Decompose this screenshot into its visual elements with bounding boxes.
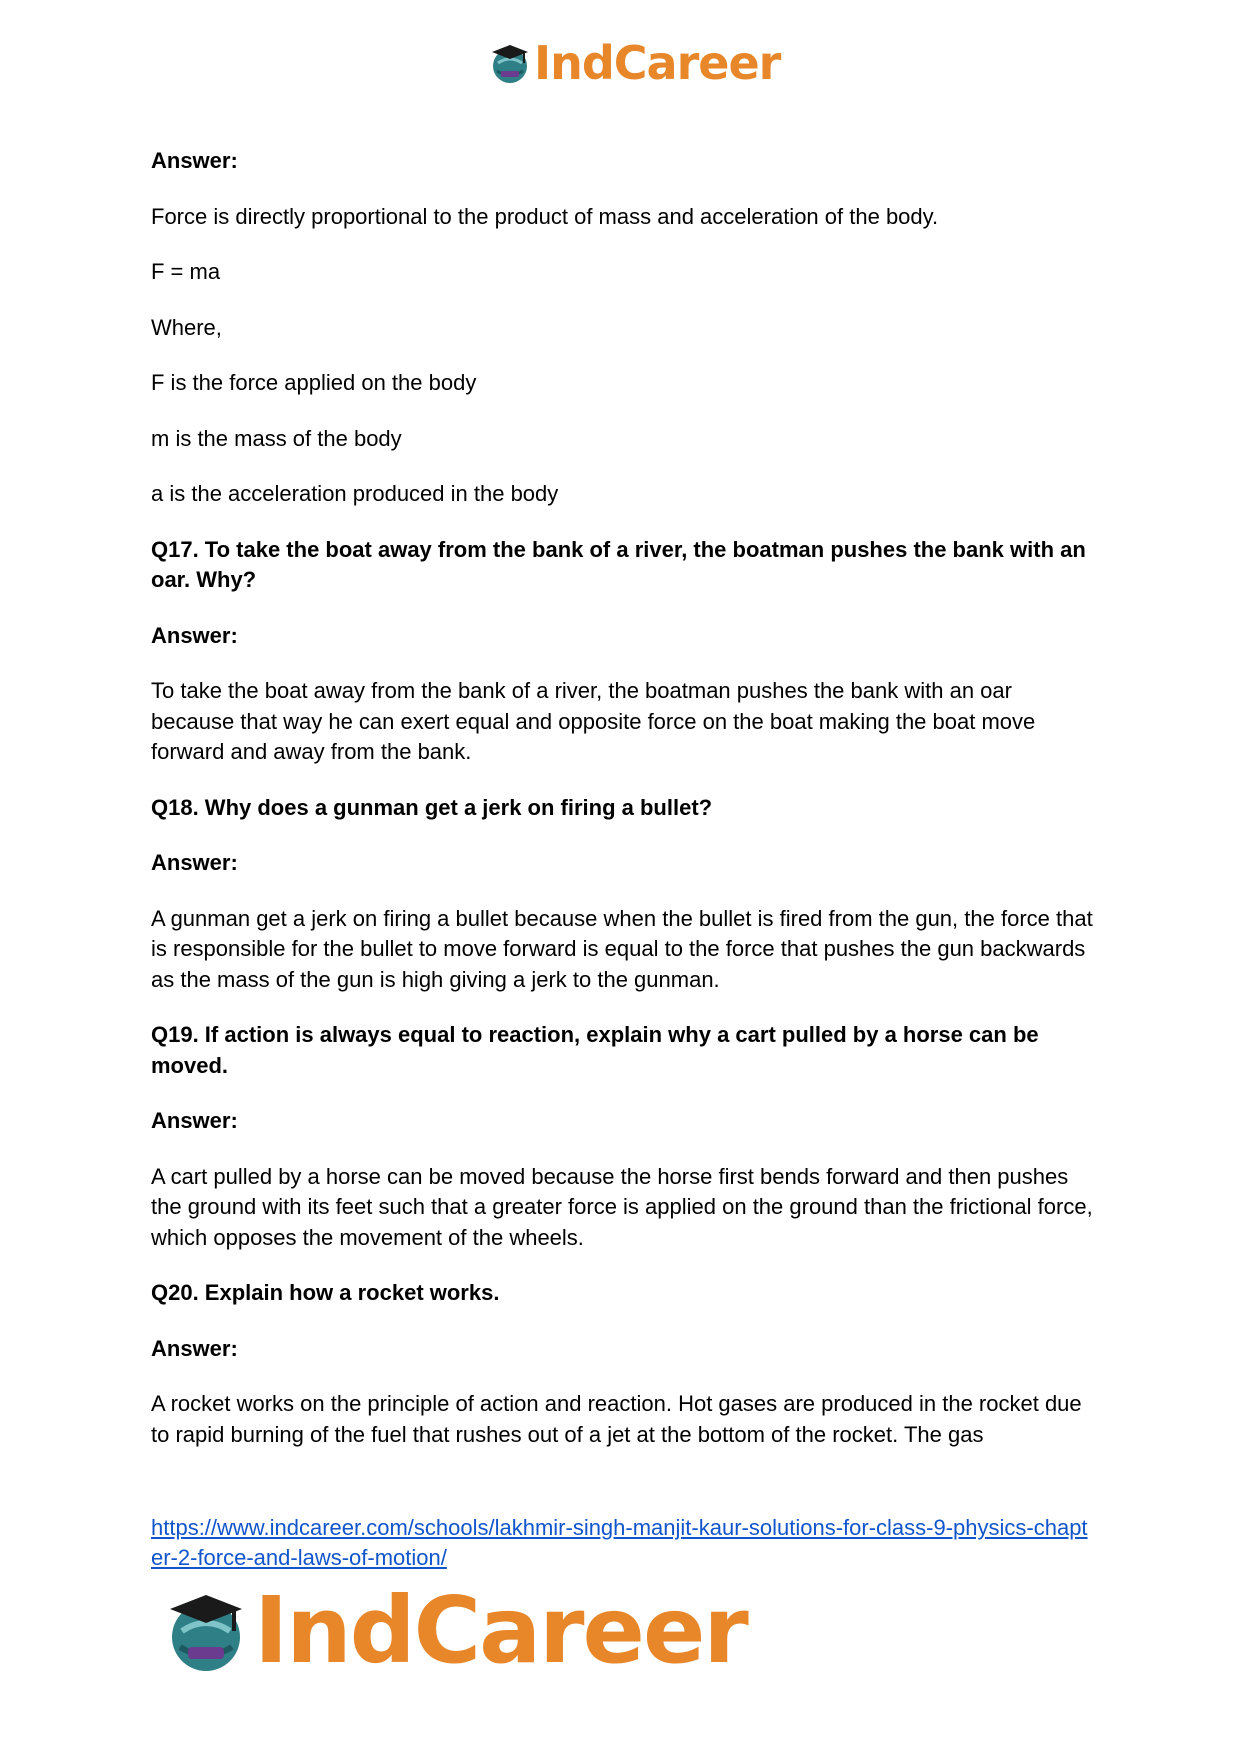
paragraph: A rocket works on the principle of action and reaction. Hot gases are produced in the rocket due to rapid burning of the fuel that rushes out of a jet at the bottom of the rocket. The gas <box>151 1391 1082 1447</box>
bold-paragraph: Answer: <box>151 850 238 875</box>
bold-paragraph: Answer: <box>151 1335 238 1361</box>
paragraph: A cart pulled by a horse can be moved because the horse first bends forward and then pushes the ground with its feet such that a greater force is applied on the ground than the frictional force, which opposes the movement of the wheels. <box>151 1163 1093 1250</box>
bold-paragraph: Q19. If action is always equal to reaction, explain why a cart pulled by a horse can be moved. <box>151 1022 1039 1078</box>
paragraph: A gunman get a jerk on firing a bullet because when the bullet is fired from the gun, the force that is responsible for the bullet to move forward is equal to the force that pushes the gun backwards as the mass of the gun is high giving a jerk to the gunman. <box>151 905 1093 992</box>
paragraph: a is the acceleration produced in the body <box>151 481 559 506</box>
paragraph: F = ma <box>151 259 221 284</box>
paragraph: F is the force applied on the body <box>151 370 477 395</box>
paragraph: To take the boat away from the bank of a river, the boatman pushes the bank with an oar because that way he can exert equal and opposite force on the boat making the boat move forward and away from the bank. <box>151 678 1036 764</box>
graduation-cap-globe-icon <box>488 41 532 85</box>
logo-wordmark: IndCareer <box>534 36 781 90</box>
paragraph: Force is directly proportional to the product of mass and acceleration of the body. <box>151 203 939 229</box>
bold-paragraph: Answer: <box>151 1108 238 1133</box>
bold-paragraph: Q18. Why does a gunman get a jerk on firing a bullet? <box>151 794 713 820</box>
bold-paragraph: Q20. Explain how a rocket works. <box>151 1280 500 1305</box>
paragraph: m is the mass of the body <box>151 425 402 451</box>
bold-paragraph: Q17. To take the boat away from the bank of a river, the boatman pushes the bank with an oar. Why? <box>151 536 1086 592</box>
header-logo <box>488 36 781 90</box>
bold-paragraph: Answer: <box>151 148 238 173</box>
source-link[interactable]: https://www.indcareer.com/schools/lakhmir-singh-manjit-kaur-solutions-for-class-9-physics-chapter-2-force-and-laws-of-motion/ <box>151 1515 1088 1570</box>
footer-logo <box>162 1577 747 1684</box>
bold-paragraph: Answer: <box>151 622 238 648</box>
document-body <box>151 146 1096 1475</box>
graduation-cap-globe-icon <box>162 1587 250 1675</box>
paragraph: Where, <box>151 314 222 340</box>
logo-wordmark: IndCareer <box>254 1577 747 1684</box>
